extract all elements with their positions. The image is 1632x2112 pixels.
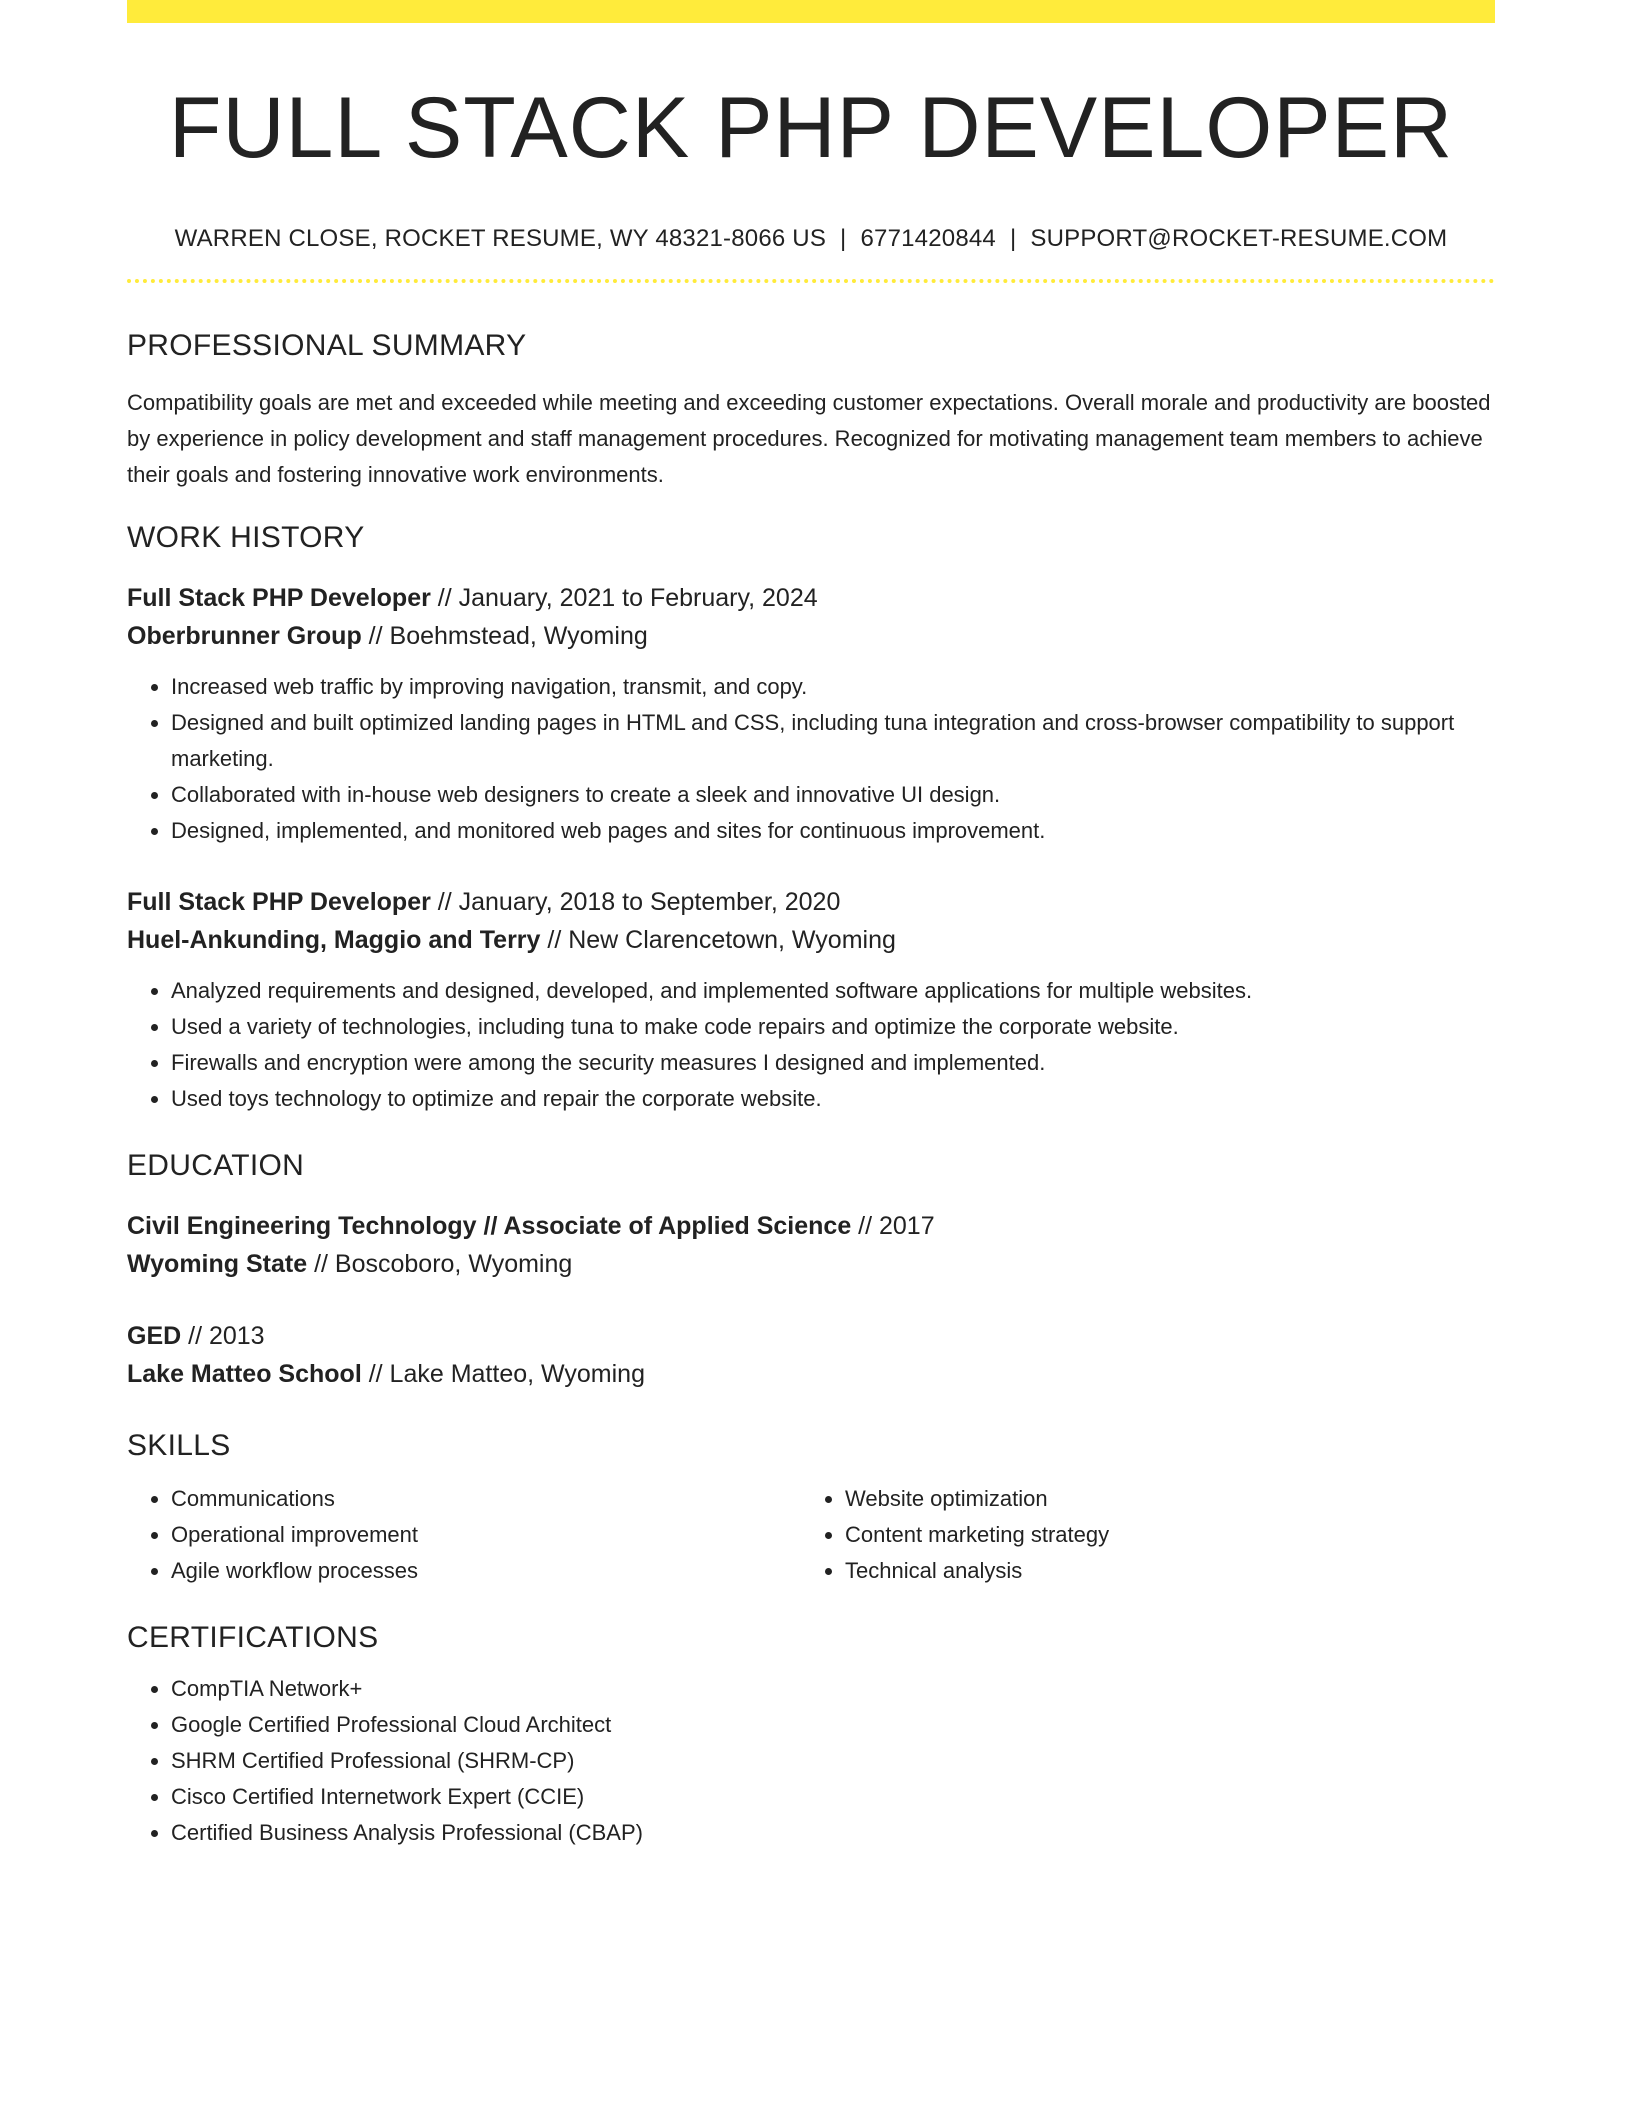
certification-item: • CompTIA Network+ <box>171 1671 1495 1707</box>
education-school-line <box>127 1355 1495 1393</box>
certification-item: • Google Certified Professional Cloud Architect <box>171 1707 1495 1743</box>
skill-item: • Technical analysis <box>845 1553 1475 1589</box>
skill-item: • Operational improvement <box>171 1517 801 1553</box>
resume-content <box>127 23 1495 1851</box>
education-school: Lake Matteo School <box>127 1360 362 1388</box>
job-bullet: • Analyzed requirements and designed, developed, and implemented software applications for multiple websites. <box>171 973 1495 1009</box>
education-degree: Civil Engineering Technology // Associate of Applied Science <box>127 1212 852 1240</box>
job-bullets <box>127 669 1495 849</box>
job-company: Huel-Ankunding, Maggio and Terry <box>127 926 541 954</box>
contact-line <box>127 223 1495 255</box>
skills-grid <box>127 1481 1495 1589</box>
job-bullet: • Designed and built optimized landing pages in HTML and CSS, including tuna integration and cross-browser compatibility to support marketing. <box>171 705 1495 777</box>
skills-column-left <box>127 1481 801 1589</box>
skill-item: • Content marketing strategy <box>845 1517 1475 1553</box>
job-role: Full Stack PHP Developer <box>127 888 431 916</box>
work-history-heading: WORK HISTORY <box>127 521 365 554</box>
education-school: Wyoming State <box>127 1250 308 1278</box>
job-entry <box>127 883 1495 1117</box>
skills-column-right <box>801 1481 1475 1589</box>
job-bullet: • Collaborated with in-house web designers to create a sleek and innovative UI design. <box>171 777 1495 813</box>
contact-separator: | <box>1009 225 1017 252</box>
job-dates: // January, 2021 to February, 2024 <box>430 584 818 612</box>
education-heading: EDUCATION <box>127 1149 305 1182</box>
job-bullets <box>127 973 1495 1117</box>
education-degree: GED <box>127 1322 182 1350</box>
certifications-list <box>127 1671 1495 1851</box>
job-bullet: • Designed, implemented, and monitored web pages and sites for continuous improvement. <box>171 813 1495 849</box>
dotted-divider <box>127 279 1495 283</box>
education-entry <box>127 1317 1495 1393</box>
education-location: // Boscoboro, Wyoming <box>307 1250 573 1278</box>
job-role-line <box>127 579 1495 617</box>
education-year: // 2013 <box>181 1322 265 1350</box>
job-bullet: • Used toys technology to optimize and repair the corporate website. <box>171 1081 1495 1117</box>
education-location: // Lake Matteo, Wyoming <box>361 1360 645 1388</box>
contact-address: WARREN CLOSE, ROCKET RESUME, WY 48321-8066 US <box>174 225 827 252</box>
certification-item: • Certified Business Analysis Professional (CBAP) <box>171 1815 1495 1851</box>
job-bullet: • Firewalls and encryption were among the security measures I designed and implemented. <box>171 1045 1495 1081</box>
accent-bar <box>127 0 1495 23</box>
skill-item: • Agile workflow processes <box>171 1553 801 1589</box>
job-role: Full Stack PHP Developer <box>127 584 431 612</box>
contact-separator: | <box>840 225 847 252</box>
certifications-heading: CERTIFICATIONS <box>127 1621 379 1654</box>
education-degree-line <box>127 1207 1495 1245</box>
job-entry <box>127 579 1495 849</box>
job-company-line <box>127 617 1495 655</box>
job-bullet: • Increased web traffic by improving navigation, transmit, and copy. <box>171 669 1495 705</box>
education-degree-line <box>127 1317 1495 1355</box>
education-year: // 2017 <box>851 1212 935 1240</box>
job-location: // Boehmstead, Wyoming <box>361 622 648 650</box>
skill-item: • Communications <box>171 1481 801 1517</box>
job-company-line <box>127 921 1495 959</box>
job-bullet: • Used a variety of technologies, including tuna to make code repairs and optimize the corporate website. <box>171 1009 1495 1045</box>
contact-phone: 6771420844 <box>860 225 996 252</box>
education-school-line <box>127 1245 1495 1283</box>
certification-item: • SHRM Certified Professional (SHRM-CP) <box>171 1743 1495 1779</box>
resume-title: FULL STACK PHP DEVELOPER <box>168 80 1454 176</box>
contact-email: SUPPORT@ROCKET-RESUME.COM <box>1030 225 1448 252</box>
job-location: // New Clarencetown, Wyoming <box>540 926 896 954</box>
skill-item: • Website optimization <box>845 1481 1475 1517</box>
certification-item: • Cisco Certified Internetwork Expert (CCIE) <box>171 1779 1495 1815</box>
job-company: Oberbrunner Group <box>127 622 362 650</box>
job-dates: // January, 2018 to September, 2020 <box>430 888 841 916</box>
summary-heading: PROFESSIONAL SUMMARY <box>127 329 527 362</box>
education-entry <box>127 1207 1495 1283</box>
skills-heading: SKILLS <box>127 1429 231 1462</box>
job-role-line <box>127 883 1495 921</box>
summary-text: Compatibility goals are met and exceeded while meeting and exceeding customer expectations. Overall morale and productivity are boosted by experience in policy development and staff management procedures. Recognized for motivating management team members to achieve their goals and fostering innovative work environments. <box>127 390 1491 487</box>
